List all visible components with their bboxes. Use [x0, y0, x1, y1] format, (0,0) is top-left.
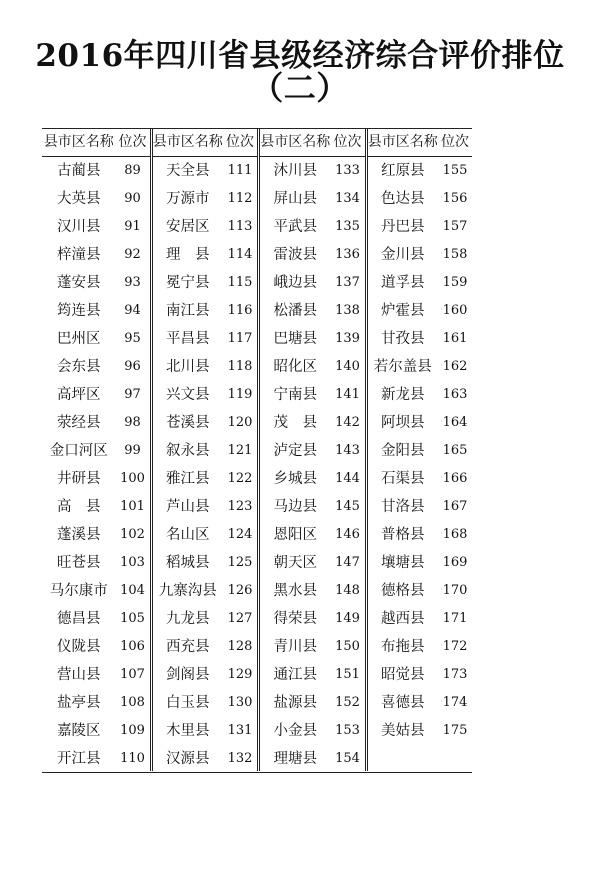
county-name: 汉川县	[57, 219, 101, 235]
county-name: 叙永县	[166, 443, 210, 459]
table-row	[42, 745, 150, 773]
county-name: 嘉陵区	[57, 723, 101, 739]
table-row	[153, 465, 258, 493]
table-row	[368, 437, 473, 465]
county-rank: 110	[120, 751, 145, 766]
county-rank: 108	[120, 695, 145, 710]
table-row	[368, 689, 473, 717]
table-row	[368, 465, 473, 493]
header-rank: 位次	[333, 134, 362, 150]
table-row	[260, 409, 365, 437]
table-row	[153, 745, 258, 773]
county-name: 屏山县	[273, 191, 317, 207]
county-name: 古蔺县	[57, 163, 101, 179]
county-name: 芦山县	[166, 499, 210, 515]
county-name: 喜德县	[381, 695, 425, 711]
table-row	[368, 493, 473, 521]
county-name: 道孚县	[381, 275, 425, 291]
county-rank: 166	[442, 471, 468, 486]
table-row	[368, 157, 473, 185]
county-rank: 98	[124, 415, 141, 430]
county-rank: 109	[120, 723, 145, 738]
header-rank: 位次	[118, 134, 147, 150]
table-header	[42, 129, 150, 157]
county-name: 蓬溪县	[57, 527, 101, 543]
county-rank: 128	[227, 639, 253, 654]
county-rank: 90	[124, 191, 141, 206]
county-rank: 104	[120, 583, 145, 598]
county-rank: 141	[335, 387, 360, 402]
table-row	[260, 717, 365, 745]
county-rank: 170	[442, 583, 468, 598]
county-name: 甘孜县	[381, 331, 425, 347]
county-rank: 138	[335, 303, 360, 318]
county-rank: 112	[227, 191, 253, 206]
page-title: 2016年四川省县级经济综合评价排位	[35, 38, 565, 74]
county-name: 会东县	[57, 359, 101, 375]
county-rank: 103	[120, 555, 145, 570]
county-name: 理 县	[166, 247, 210, 263]
table-row	[153, 381, 258, 409]
county-name: 甘洛县	[381, 499, 425, 515]
county-rank: 149	[335, 611, 360, 626]
county-name: 茂 县	[273, 415, 317, 431]
table-row	[368, 661, 473, 689]
table-row	[153, 577, 258, 605]
county-name: 安居区	[166, 219, 210, 235]
table-row	[42, 633, 150, 661]
county-name: 木里县	[166, 723, 210, 739]
table-row	[153, 269, 258, 297]
county-name: 平昌县	[166, 331, 210, 347]
county-rank: 114	[227, 247, 253, 262]
county-name: 井研县	[57, 471, 101, 487]
table-row	[260, 381, 365, 409]
county-name: 通江县	[273, 667, 317, 683]
county-rank: 167	[442, 499, 468, 514]
county-name: 盐源县	[273, 695, 317, 711]
county-name: 松潘县	[273, 303, 317, 319]
table-row	[368, 549, 473, 577]
county-rank: 156	[442, 191, 468, 206]
table-row	[260, 605, 365, 633]
table-row	[368, 521, 473, 549]
county-rank: 133	[335, 163, 360, 178]
county-rank: 155	[442, 163, 468, 178]
table-row	[260, 549, 365, 577]
county-name: 高 县	[57, 499, 101, 515]
county-name: 德格县	[381, 583, 425, 599]
county-rank: 135	[335, 219, 360, 234]
county-name: 色达县	[381, 191, 425, 207]
table-row	[42, 241, 150, 269]
county-rank: 148	[335, 583, 360, 598]
county-name: 宁南县	[273, 387, 317, 403]
county-rank: 174	[442, 695, 468, 710]
county-rank: 147	[335, 555, 360, 570]
table-row	[260, 465, 365, 493]
county-name: 巴州区	[57, 331, 101, 347]
table-row	[42, 325, 150, 353]
table-row	[42, 605, 150, 633]
county-name: 南江县	[166, 303, 210, 319]
county-rank: 152	[335, 695, 360, 710]
county-rank: 163	[442, 387, 468, 402]
county-name: 大英县	[57, 191, 101, 207]
county-rank: 140	[335, 359, 360, 374]
county-name: 朝天区	[273, 555, 317, 571]
county-rank: 107	[120, 667, 145, 682]
county-name: 巴塘县	[273, 331, 317, 347]
county-rank: 125	[227, 555, 253, 570]
table-row	[42, 213, 150, 241]
county-rank: 120	[227, 415, 253, 430]
table-row	[260, 689, 365, 717]
county-name: 高坪区	[57, 387, 101, 403]
table-row	[368, 185, 473, 213]
county-name: 剑阁县	[166, 667, 210, 683]
county-name: 梓潼县	[57, 247, 101, 263]
table-row	[153, 325, 258, 353]
county-name: 德昌县	[57, 611, 101, 627]
county-name: 布拖县	[381, 639, 425, 655]
county-name: 开江县	[57, 751, 101, 767]
county-rank: 131	[227, 723, 253, 738]
county-name: 蓬安县	[57, 275, 101, 291]
county-name: 稻城县	[166, 555, 210, 571]
county-rank: 168	[442, 527, 468, 542]
county-name: 石渠县	[381, 471, 425, 487]
table-row	[260, 661, 365, 689]
county-name: 名山区	[166, 527, 210, 543]
table-row	[42, 381, 150, 409]
county-name: 筠连县	[57, 303, 101, 319]
county-name: 苍溪县	[166, 415, 210, 431]
table-header	[153, 129, 258, 157]
table-row	[153, 521, 258, 549]
county-rank: 134	[335, 191, 360, 206]
table-row	[153, 241, 258, 269]
table-row	[153, 633, 258, 661]
table-row	[368, 717, 473, 745]
county-name: 平武县	[273, 219, 317, 235]
county-rank: 137	[335, 275, 360, 290]
county-name: 金川县	[381, 247, 425, 263]
table-row	[260, 185, 365, 213]
county-rank: 157	[442, 219, 468, 234]
county-name: 旺苍县	[57, 555, 101, 571]
table-row	[368, 409, 473, 437]
county-rank: 93	[124, 275, 141, 290]
county-rank: 164	[442, 415, 468, 430]
county-rank: 119	[227, 387, 253, 402]
table-row	[260, 353, 365, 381]
county-name: 金口河区	[49, 443, 108, 459]
county-rank: 150	[335, 639, 360, 654]
county-name: 万源市	[166, 191, 210, 207]
county-name: 乡城县	[273, 471, 317, 487]
table-row	[153, 437, 258, 465]
table-row	[42, 689, 150, 717]
county-rank: 159	[442, 275, 468, 290]
table-row	[42, 521, 150, 549]
table-row	[260, 269, 365, 297]
table-row	[368, 325, 473, 353]
county-rank: 122	[227, 471, 253, 486]
county-name: 新龙县	[381, 387, 425, 403]
county-name: 峨边县	[273, 275, 317, 291]
county-rank: 129	[227, 667, 253, 682]
county-name: 若尔盖县	[373, 359, 432, 375]
table-row	[260, 241, 365, 269]
county-name: 黑水县	[273, 583, 317, 599]
county-rank: 101	[120, 499, 145, 514]
table-row	[153, 689, 258, 717]
county-rank: 171	[442, 611, 468, 626]
county-name: 阿坝县	[381, 415, 425, 431]
county-name: 理塘县	[273, 751, 317, 767]
table-column-group	[365, 129, 473, 771]
county-name: 白玉县	[166, 695, 210, 711]
county-rank: 142	[335, 415, 360, 430]
table-row	[260, 745, 365, 773]
county-name: 九寨沟县	[158, 583, 217, 599]
county-rank: 111	[227, 163, 253, 178]
table-row	[368, 269, 473, 297]
county-rank: 143	[335, 443, 360, 458]
county-rank: 136	[335, 247, 360, 262]
table-row	[368, 605, 473, 633]
county-rank: 124	[227, 527, 253, 542]
county-rank: 127	[227, 611, 253, 626]
county-rank: 89	[124, 163, 141, 178]
county-rank: 97	[124, 387, 141, 402]
table-row	[153, 157, 258, 185]
table-header	[260, 129, 365, 157]
county-rank: 95	[124, 331, 141, 346]
table-row	[42, 353, 150, 381]
county-name: 盐亭县	[57, 695, 101, 711]
table-row	[260, 521, 365, 549]
county-rank: 146	[335, 527, 360, 542]
county-rank: 123	[227, 499, 253, 514]
county-rank: 117	[227, 331, 253, 346]
table-column-group	[150, 129, 258, 771]
county-name: 昭化区	[273, 359, 317, 375]
county-name: 荥经县	[57, 415, 101, 431]
county-rank: 126	[227, 583, 253, 598]
table-row	[153, 213, 258, 241]
county-name: 仪陇县	[57, 639, 101, 655]
county-name: 西充县	[166, 639, 210, 655]
county-rank: 96	[124, 359, 141, 374]
table-row	[42, 437, 150, 465]
table-row	[368, 297, 473, 325]
county-name: 恩阳区	[273, 527, 317, 543]
county-name: 普格县	[381, 527, 425, 543]
table-row	[42, 493, 150, 521]
county-name: 雷波县	[273, 247, 317, 263]
table-column-group	[257, 129, 365, 771]
table-row	[368, 353, 473, 381]
county-name: 营山县	[57, 667, 101, 683]
county-name: 青川县	[273, 639, 317, 655]
county-rank: 115	[227, 275, 253, 290]
header-name: 县市区名称	[152, 134, 223, 150]
county-name: 越西县	[381, 611, 425, 627]
table-row	[153, 409, 258, 437]
county-name: 金阳县	[381, 443, 425, 459]
header-rank: 位次	[226, 134, 254, 150]
table-row	[153, 353, 258, 381]
table-row	[368, 381, 473, 409]
table-row	[260, 297, 365, 325]
county-name: 马边县	[273, 499, 317, 515]
county-name: 美姑县	[381, 723, 425, 739]
table-row	[260, 437, 365, 465]
county-rank: 94	[124, 303, 141, 318]
table-row	[153, 297, 258, 325]
county-name: 兴文县	[166, 387, 210, 403]
county-rank: 173	[442, 667, 468, 682]
table-row	[260, 633, 365, 661]
table-row	[260, 213, 365, 241]
county-rank: 151	[335, 667, 360, 682]
county-rank: 161	[442, 331, 468, 346]
county-name: 得荣县	[273, 611, 317, 627]
county-rank: 145	[335, 499, 360, 514]
header-rank: 位次	[441, 134, 469, 150]
table-row	[42, 269, 150, 297]
page-subtitle: （二）	[251, 69, 349, 107]
county-rank: 153	[335, 723, 360, 738]
county-name: 天全县	[166, 163, 210, 179]
county-name: 雅江县	[166, 471, 210, 487]
county-name: 汉源县	[166, 751, 210, 767]
table-row	[368, 633, 473, 661]
county-rank: 105	[120, 611, 145, 626]
county-rank: 106	[120, 639, 145, 654]
county-rank: 130	[227, 695, 253, 710]
county-name: 北川县	[166, 359, 210, 375]
county-rank: 144	[335, 471, 360, 486]
county-rank: 169	[442, 555, 468, 570]
table-row	[42, 717, 150, 745]
table-row	[153, 661, 258, 689]
table-row	[42, 577, 150, 605]
county-rank: 154	[335, 751, 360, 766]
county-name: 壤塘县	[381, 555, 425, 571]
county-rank: 91	[124, 219, 141, 234]
county-rank: 121	[227, 443, 253, 458]
county-rank: 118	[227, 359, 253, 374]
table-row	[42, 549, 150, 577]
county-rank: 132	[227, 751, 253, 766]
county-name: 炉霍县	[381, 303, 425, 319]
table-row	[368, 213, 473, 241]
county-rank: 113	[227, 219, 253, 234]
table-row	[153, 605, 258, 633]
county-name: 冕宁县	[166, 275, 210, 291]
county-name: 泸定县	[273, 443, 317, 459]
header-name: 县市区名称	[43, 134, 114, 150]
county-rank: 116	[227, 303, 253, 318]
table-row	[260, 577, 365, 605]
county-name: 红原县	[381, 163, 425, 179]
county-name: 九龙县	[166, 611, 210, 627]
county-rank: 92	[124, 247, 141, 262]
county-rank: 160	[442, 303, 468, 318]
table-row	[153, 493, 258, 521]
ranking-table	[42, 129, 472, 771]
county-name: 昭觉县	[381, 667, 425, 683]
table-row	[260, 157, 365, 185]
table-row	[42, 297, 150, 325]
county-rank: 99	[124, 443, 141, 458]
table-row	[153, 549, 258, 577]
table-row	[153, 717, 258, 745]
county-rank: 158	[442, 247, 468, 262]
table-row	[153, 185, 258, 213]
county-name: 沐川县	[273, 163, 317, 179]
county-rank: 100	[120, 471, 145, 486]
county-name: 马尔康市	[49, 583, 108, 599]
table-row	[42, 185, 150, 213]
table-row	[260, 493, 365, 521]
table-row	[42, 157, 150, 185]
county-rank: 172	[442, 639, 468, 654]
table-row	[368, 241, 473, 269]
table-row	[42, 661, 150, 689]
county-name: 小金县	[273, 723, 317, 739]
county-name: 丹巴县	[381, 219, 425, 235]
county-rank: 175	[442, 723, 468, 738]
table-row	[42, 409, 150, 437]
county-rank: 162	[442, 359, 468, 374]
county-rank: 139	[335, 331, 360, 346]
table-column-group	[42, 129, 150, 771]
table-row	[42, 465, 150, 493]
county-rank: 165	[442, 443, 468, 458]
county-rank: 102	[120, 527, 145, 542]
table-row	[260, 325, 365, 353]
table-header	[368, 129, 473, 157]
header-name: 县市区名称	[367, 134, 438, 150]
header-name: 县市区名称	[260, 134, 331, 150]
table-row	[368, 577, 473, 605]
